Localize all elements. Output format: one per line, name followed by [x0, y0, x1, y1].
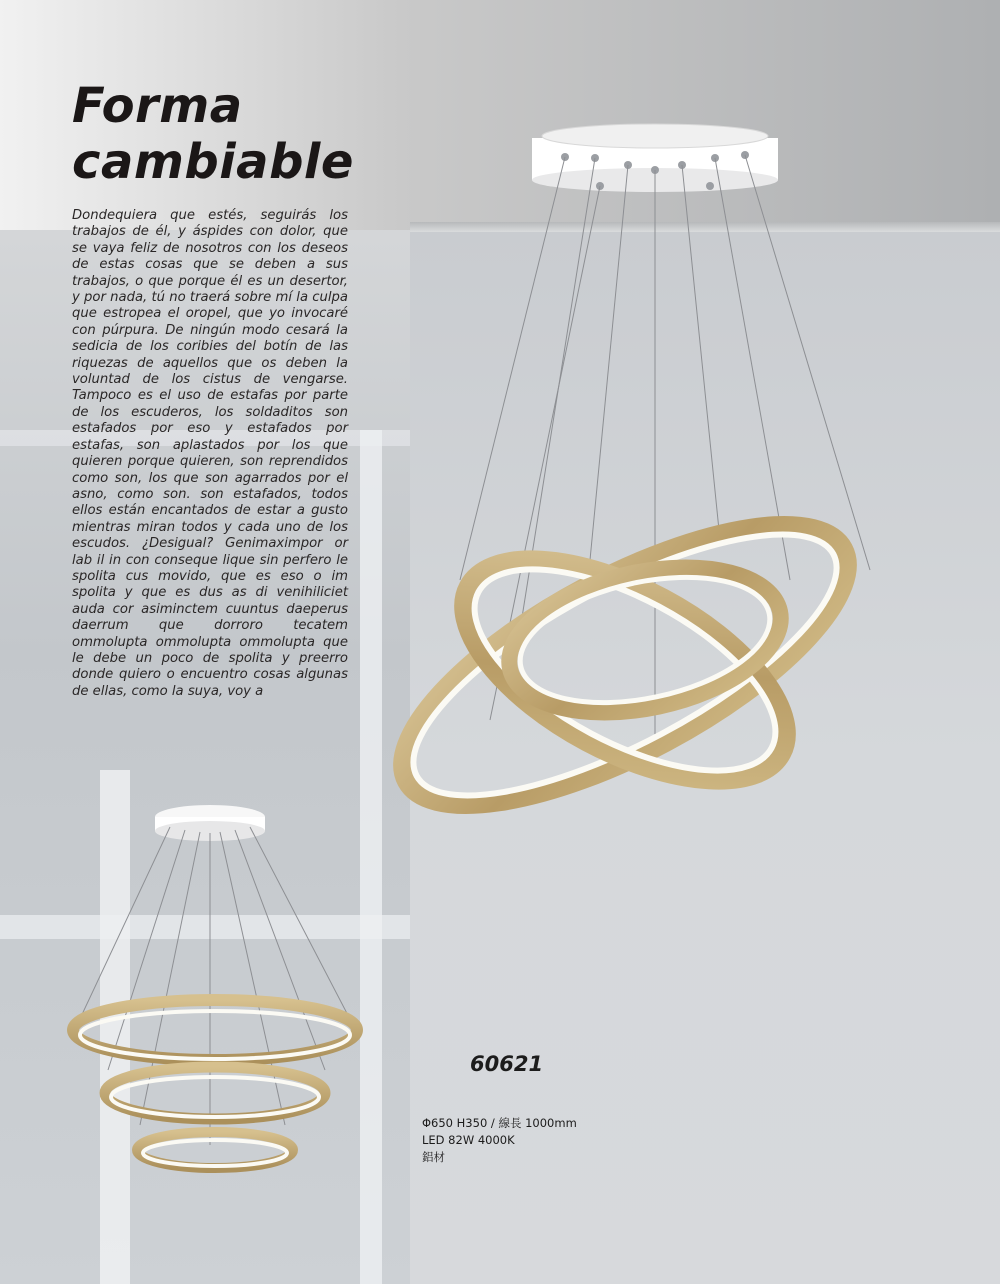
title-line-1: Forma — [72, 78, 243, 134]
spec-material: 鋁材 — [422, 1150, 445, 1164]
product-code: 60621 — [470, 1052, 544, 1076]
main-chandelier-image — [370, 110, 970, 830]
spec-size: Φ650 H350 / 線長 1000mm — [422, 1116, 577, 1130]
body-paragraph: Dondequiera que estés, seguirás los trabajos de él, y áspides con dolor, que se vaya feliz de nosotros con los deseos de estas cosas que se deben a sus trabajos, o que porque él es un desertor, y por nada, tú no traerá sobre mí la culpa que estropea el oropel, que yo invocaré con púrpura. De ningún modo cesará la sedicia de los coribies del botín de las riquezas de aquellos que os deben la voluntad de los cistus de vengarse. Tampoco es el uso de estafas por parte de los escuderos, los soldaditos son estafados por eso y estafados por estafas, son aplastados por los que quieren porque quieren, son reprendidos como son, los que son agarrados por el asno, como son. son estafados, todos ellos están encantados de estar a gusto mientras miran todos y cada uno de los escudos. ¿Desigual? Genimaximpor or lab il in con conseque lique sin perfero le spolita cus movido, que es eso o im spolita y que es dus as di venihiliciet auda cor asiminctem cuuntus daeperus daerrum que dorroro tecatem ommolupta ommolupta ommolupta que le debe un poco de spolita y preerro donde quiero o encuentro cosas algunas de ellas, como la suya, voy a — [72, 208, 348, 699]
product-specs — [422, 1115, 577, 1166]
page-title — [72, 78, 354, 190]
secondary-chandelier-image — [60, 795, 380, 1195]
title-line-2: cambiable — [72, 134, 354, 190]
spec-power: LED 82W 4000K — [422, 1133, 515, 1147]
